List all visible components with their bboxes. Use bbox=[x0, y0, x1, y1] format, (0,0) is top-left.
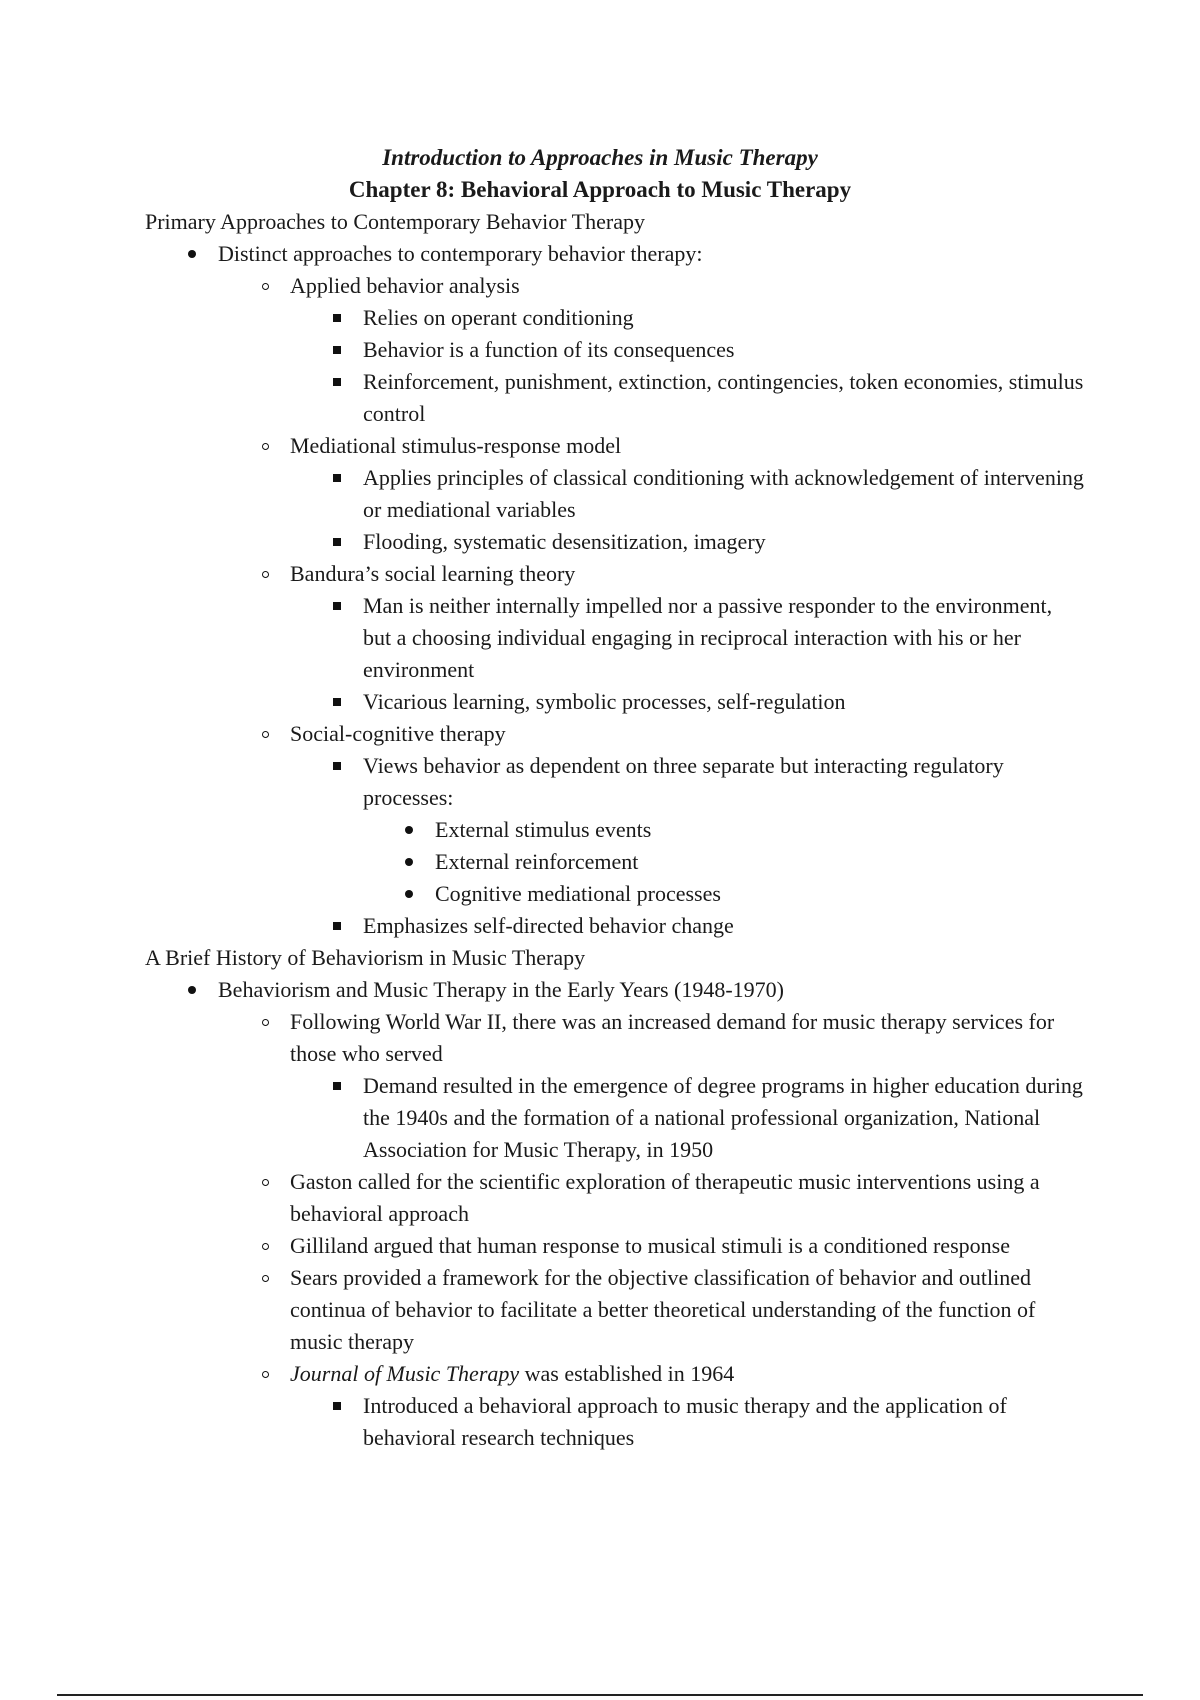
hollow-circle-icon bbox=[255, 558, 275, 590]
list-item: Sears provided a framework for the objective classification of behavior and outlined continua of behavior to facilitate a better theoretical understanding of the function of music therapy bbox=[145, 1262, 1085, 1358]
bullet-dot-icon bbox=[399, 878, 419, 910]
course-title: Introduction to Approaches in Music Therapy bbox=[382, 145, 818, 170]
hollow-circle-icon bbox=[255, 1262, 275, 1294]
list-item: Behaviorism and Music Therapy in the Early Years (1948-1970) bbox=[145, 974, 1085, 1006]
list-item: Behavior is a function of its consequences bbox=[145, 334, 1085, 366]
list-item: Man is neither internally impelled nor a passive responder to the environment, but a choosing individual engaging in reciprocal interaction with his or her environment bbox=[145, 590, 1085, 686]
list-item: Applied behavior analysis bbox=[145, 270, 1085, 302]
list-item: Bandura’s social learning theory bbox=[145, 558, 1085, 590]
bullet-list bbox=[145, 238, 1085, 942]
square-bullet-icon bbox=[327, 302, 347, 334]
section-heading: A Brief History of Behaviorism in Music Therapy bbox=[145, 945, 586, 970]
square-bullet-icon bbox=[327, 750, 347, 782]
bullet-list bbox=[145, 974, 1085, 1454]
list-item: Cognitive mediational processes bbox=[145, 878, 1085, 910]
section-heading: Primary Approaches to Contemporary Behavior Therapy bbox=[145, 209, 645, 234]
list-item: External reinforcement bbox=[145, 846, 1085, 878]
section-history bbox=[145, 942, 1085, 1454]
list-item: Gilliland argued that human response to musical stimuli is a conditioned response bbox=[145, 1230, 1085, 1262]
square-bullet-icon bbox=[327, 366, 347, 398]
list-item: Distinct approaches to contemporary behavior therapy: bbox=[145, 238, 1085, 270]
list-item: Relies on operant conditioning bbox=[145, 302, 1085, 334]
list-item: Reinforcement, punishment, extinction, contingencies, token economies, stimulus control bbox=[145, 366, 1085, 430]
list-item: Applies principles of classical conditioning with acknowledgement of intervening or mediational variables bbox=[145, 462, 1085, 526]
square-bullet-icon bbox=[327, 526, 347, 558]
title-block bbox=[0, 142, 1200, 206]
bullet-dot-icon bbox=[399, 814, 419, 846]
square-bullet-icon bbox=[327, 1390, 347, 1422]
list-item: Social-cognitive therapy bbox=[145, 718, 1085, 750]
section-primary-approaches bbox=[145, 206, 1085, 942]
hollow-circle-icon bbox=[255, 1230, 275, 1262]
list-item: Emphasizes self-directed behavior change bbox=[145, 910, 1085, 942]
journal-line bbox=[290, 1358, 1085, 1390]
square-bullet-icon bbox=[327, 686, 347, 718]
list-item bbox=[145, 1358, 1085, 1390]
chapter-title: Chapter 8: Behavioral Approach to Music Therapy bbox=[348, 177, 852, 202]
square-bullet-icon bbox=[327, 590, 347, 622]
list-item: Views behavior as dependent on three separate but interacting regulatory processes: bbox=[145, 750, 1085, 814]
journal-title: Journal of Music Therapy bbox=[290, 1361, 520, 1386]
notes-content bbox=[145, 206, 1085, 1454]
hollow-circle-icon bbox=[255, 1166, 275, 1198]
list-item: Demand resulted in the emergence of degree programs in higher education during the 1940s and the formation of a national professional organization, National Association for Music Therapy, in 1950 bbox=[145, 1070, 1085, 1166]
list-item: Introduced a behavioral approach to music therapy and the application of behavioral research techniques bbox=[145, 1390, 1085, 1454]
hollow-circle-icon bbox=[255, 270, 275, 302]
square-bullet-icon bbox=[327, 462, 347, 494]
hollow-circle-icon bbox=[255, 430, 275, 462]
list-item: Flooding, systematic desensitization, imagery bbox=[145, 526, 1085, 558]
list-item: External stimulus events bbox=[145, 814, 1085, 846]
bullet-dot-icon bbox=[182, 974, 202, 1006]
square-bullet-icon bbox=[327, 910, 347, 942]
list-item: Following World War II, there was an increased demand for music therapy services for those who served bbox=[145, 1006, 1085, 1070]
footer-divider bbox=[57, 1694, 1143, 1696]
journal-established: was established in 1964 bbox=[519, 1361, 735, 1386]
list-item: Vicarious learning, symbolic processes, self-regulation bbox=[145, 686, 1085, 718]
bullet-dot-icon bbox=[399, 846, 419, 878]
hollow-circle-icon bbox=[255, 1358, 275, 1390]
bullet-dot-icon bbox=[182, 238, 202, 270]
square-bullet-icon bbox=[327, 1070, 347, 1102]
hollow-circle-icon bbox=[255, 718, 275, 750]
list-item: Gaston called for the scientific exploration of therapeutic music interventions using a behavioral approach bbox=[145, 1166, 1085, 1230]
hollow-circle-icon bbox=[255, 1006, 275, 1038]
list-item: Mediational stimulus-response model bbox=[145, 430, 1085, 462]
square-bullet-icon bbox=[327, 334, 347, 366]
